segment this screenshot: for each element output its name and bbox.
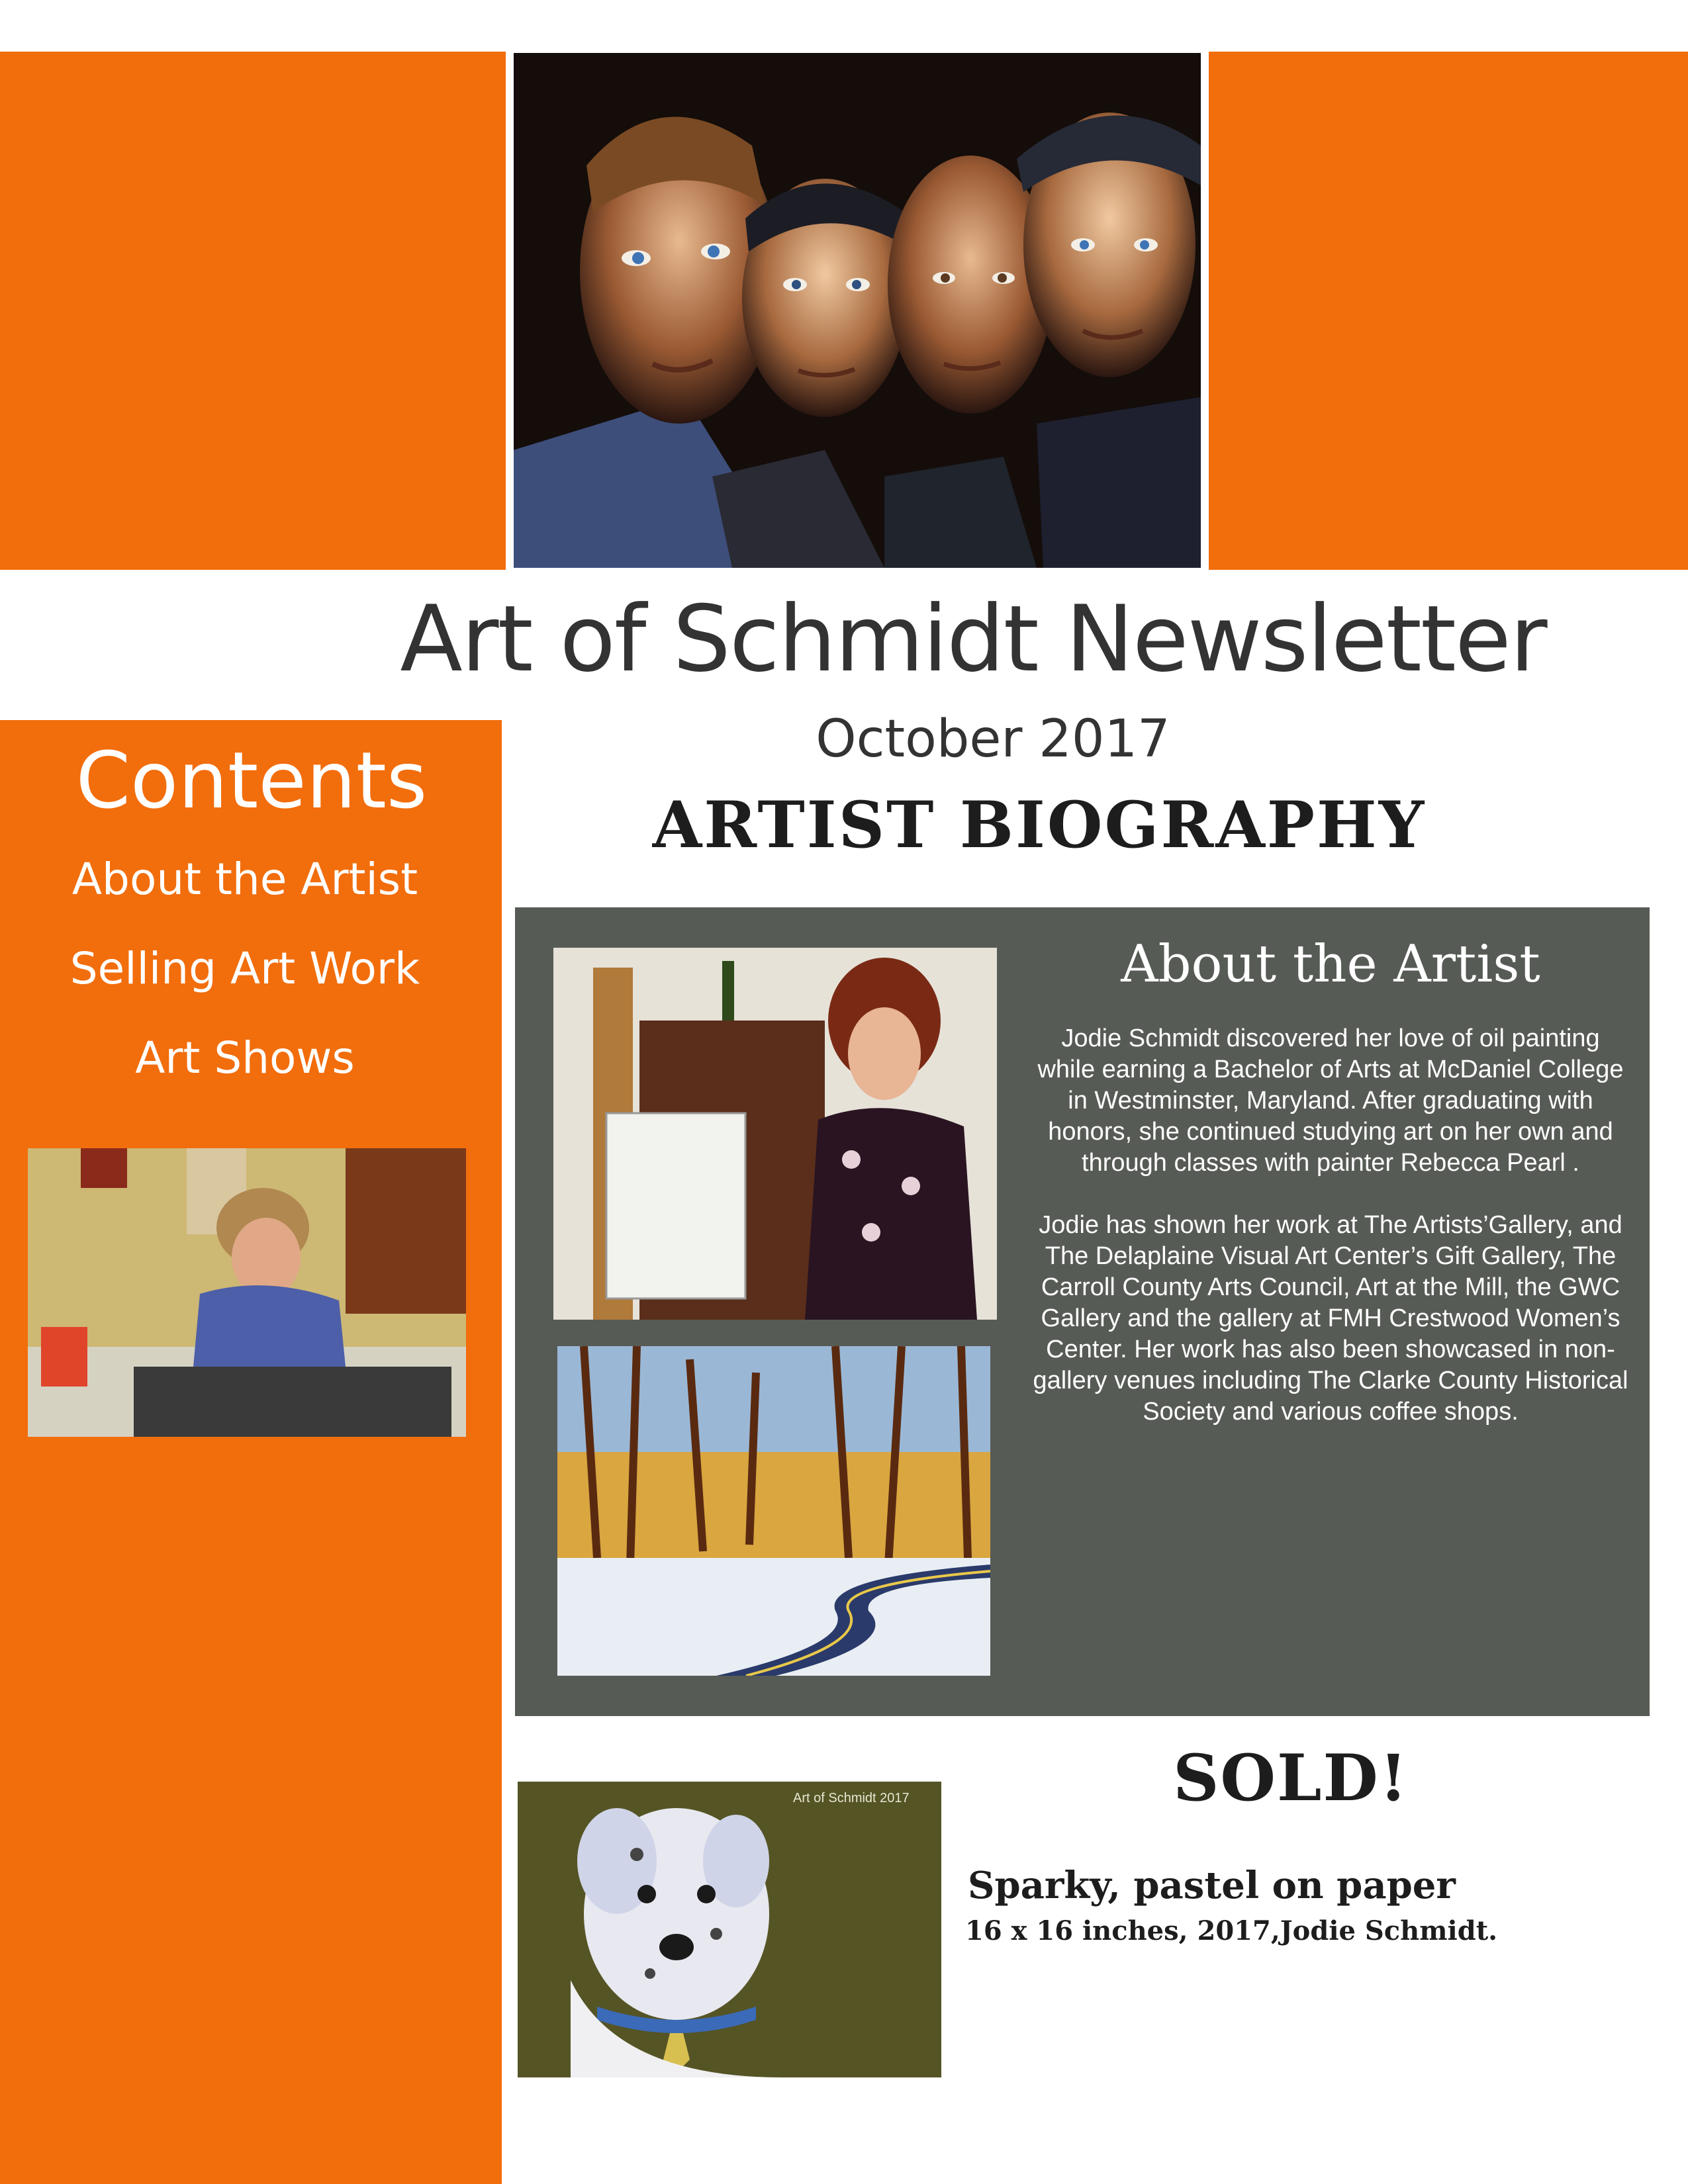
bio-paragraph: Jodie has shown her work at The Artists’Gallery, and The Delaplaine Visual Art Center’s Gift Gallery, The Carroll County Arts Council, Art at the Mill, the GWC Gallery and the gallery at FMH Crestwood Women’s Center. Her work has also been showcased in non-gallery venues including The Clarke County Historical Society and various coffee shops. — [1033, 1211, 1628, 1426]
toc-item-selling-art-work[interactable]: Selling Art Work — [70, 943, 420, 994]
artist-drawing-photo — [28, 1148, 466, 1437]
about-artist-heading: About the Artist — [1121, 934, 1540, 994]
contents-sidebar — [0, 720, 502, 2184]
painting-watermark: Art of Schmidt 2017 — [793, 1791, 910, 1805]
sold-caption-details: 16 x 16 inches, 2017,Jodie Schmidt. — [965, 1915, 1498, 1946]
toc-item-art-shows[interactable]: Art Shows — [135, 1032, 355, 1083]
contents-heading: Contents — [75, 735, 428, 826]
autumn-road-painting — [557, 1346, 990, 1676]
sparky-dog-painting — [518, 1782, 941, 2077]
top-right-orange-block — [1209, 52, 1688, 570]
issue-date: October 2017 — [816, 709, 1170, 769]
toc-item-about-the-artist[interactable]: About the Artist — [71, 854, 418, 905]
cover-portrait-painting — [514, 53, 1201, 568]
newsletter-title: Art of Schmidt Newsletter — [400, 586, 1546, 692]
sold-heading: SOLD! — [1173, 1741, 1409, 1815]
bio-paragraph: Jodie Schmidt discovered her love of oil painting while earning a Bachelor of Arts at McDaniel College in Westminster, Maryland. After graduating with honors, she continued studying art on her own and through classes with painter Rebecca Pearl . — [1037, 1024, 1624, 1177]
top-left-orange-block — [0, 52, 506, 570]
section-heading: ARTIST BIOGRAPHY — [652, 788, 1427, 862]
artist-at-easel-photo — [553, 948, 997, 1320]
bio-text — [1033, 1023, 1628, 1459]
sold-caption-title: Sparky, pastel on paper — [968, 1864, 1456, 1907]
